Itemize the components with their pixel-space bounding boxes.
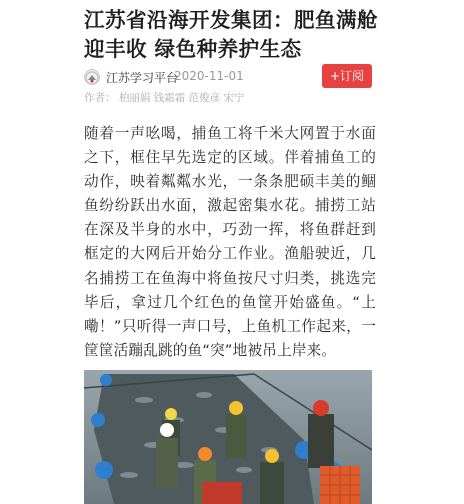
- subscribe-button[interactable]: +订阅: [322, 64, 372, 88]
- article-photo: [84, 370, 372, 504]
- article-meta: [84, 66, 372, 88]
- source-avatar-icon[interactable]: [84, 69, 100, 85]
- article-title: 江苏省沿海开发集团：肥鱼满舱迎丰收 绿色种养护生态: [84, 8, 378, 61]
- source-name[interactable]: 江苏学习平台: [106, 71, 179, 85]
- publish-date: 2020-11-01: [174, 69, 244, 83]
- article-body: 随着一声吆喝，捕鱼工将千米大网置于水面之下，框住早先选定的区域。伴着捕鱼工的动作，映着粼粼水光，一条条肥硕丰美的鲴鱼纷纷跃出水面，激起密集水花。捕捞工站在深及半身的水中，巧劲一挥，将鱼群赶到框定的大网后开始分工作业。渔船驶近，几名捕捞工在鱼海中将鱼按尺寸归类，挑选完毕后，拿过几个红色的鱼筐开始盛鱼。“上嘞！”只听得一声口号，上鱼机工作起来，一筐筐活蹦乱跳的鱼“突”地被吊上岸来。: [84, 125, 376, 359]
- author-line: 作者： 柏丽娟 钱霜霜 范俊彦 宋宁: [84, 92, 245, 104]
